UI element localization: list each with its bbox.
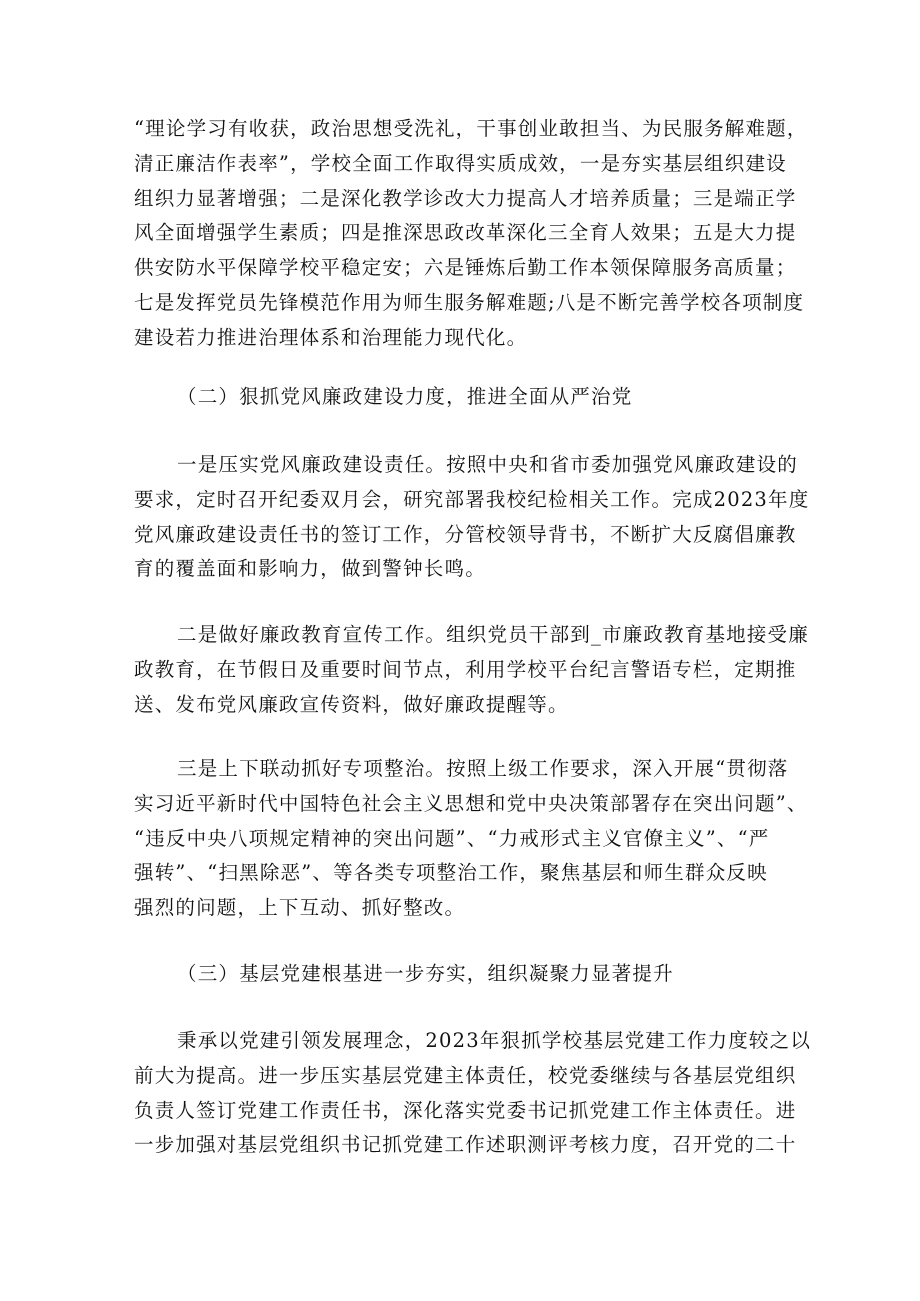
paragraph-education [134, 618, 809, 722]
paragraph-party-building [134, 1024, 812, 1163]
paragraph-responsibility [134, 448, 810, 587]
text-line: 负责人签订党建工作责任书，深化落实党委书记抓党建工作主体责任。进 [134, 1098, 797, 1122]
text-line: 强烈的问题，上下互动、抓好整改。 [134, 896, 466, 920]
text-line: 秉承以党建引领发展理念，2023年狠抓学校基层党建工作力度较之以 [177, 1029, 812, 1052]
text-line: 七是发挥党员先锋模范作用为师生服务解难题;八是不断完善学校各项制度 [134, 290, 805, 314]
section-heading-3: （三）基层党建根基进一步夯实，组织凝聚力显著提升 [177, 962, 674, 985]
text-line: “违反中央八项规定精神的突出问题”、“力戒形式主义官僚主义”、“严 [134, 826, 770, 850]
paragraph-summary [134, 112, 808, 356]
text-line: 一步加强对基层党组织书记抓党建工作述职测评考核力度，召开党的二十 [134, 1133, 797, 1157]
text-line: 一是压实党风廉政建设责任。按照中央和省市委加强党风廉政建设的 [177, 453, 799, 476]
text-line: 政教育，在节假日及重要时间节点，利用学校平台纪言警语专栏，定期推 [134, 657, 797, 681]
text-line: 二是做好廉政教育宣传工作。组织党员干部到_市廉政教育基地接受廉 [177, 623, 809, 646]
text-line: 组织力显著增强；二是深化教学诊改大力提高人才培养质量；三是端正学 [134, 186, 797, 210]
text-line: 实习近平新时代中国特色社会主义思想和党中央决策部署存在突出问题”、 [134, 791, 808, 815]
text-line: 强转”、“扫黑除恶”、等各类专项整治工作，聚焦基层和师生群众反映 [134, 861, 768, 885]
text-line: 风全面增强学生素质；四是推深思政改革深化三全育人效果；五是大力提 [134, 221, 797, 245]
text-line: 清正廉洁作表率”，学校全面工作取得实质成效，一是夯实基层组织建设 [134, 151, 787, 175]
paragraph-rectification [134, 752, 808, 926]
text-line: 建设若力推进治理体系和治理能力现代化。 [134, 325, 528, 349]
text-line: 育的覆盖面和影响力，做到警钟长鸣。 [134, 557, 486, 581]
text-line: “理论学习有收获，政治思想受洗礼，干事创业敢担当、为民服务解难题， [134, 117, 808, 140]
text-line: 三是上下联动抓好专项整治。按照上级工作要求，深入开展“贯彻落 [177, 757, 789, 780]
text-line: 供安防水平保障学校平稳定安；六是锤炼后勤工作本领保障服务高质量； [134, 256, 797, 280]
section-heading-2: （二）狠抓党风廉政建设力度，推进全面从严治党 [177, 385, 633, 408]
text-line: 前大为提高。进一步压实基层党建主体责任，校党委继续与各基层党组织 [134, 1063, 797, 1087]
text-line: 要求，定时召开纪委双月会，研究部署我校纪检相关工作。完成2023年度 [134, 487, 810, 511]
text-line: 送、发布党风廉政宣传资料，做好廉政提醒等。 [134, 692, 569, 716]
text-line: 党风廉政建设责任书的签订工作，分管校领导背书，不断扩大反腐倡廉教 [134, 522, 797, 546]
